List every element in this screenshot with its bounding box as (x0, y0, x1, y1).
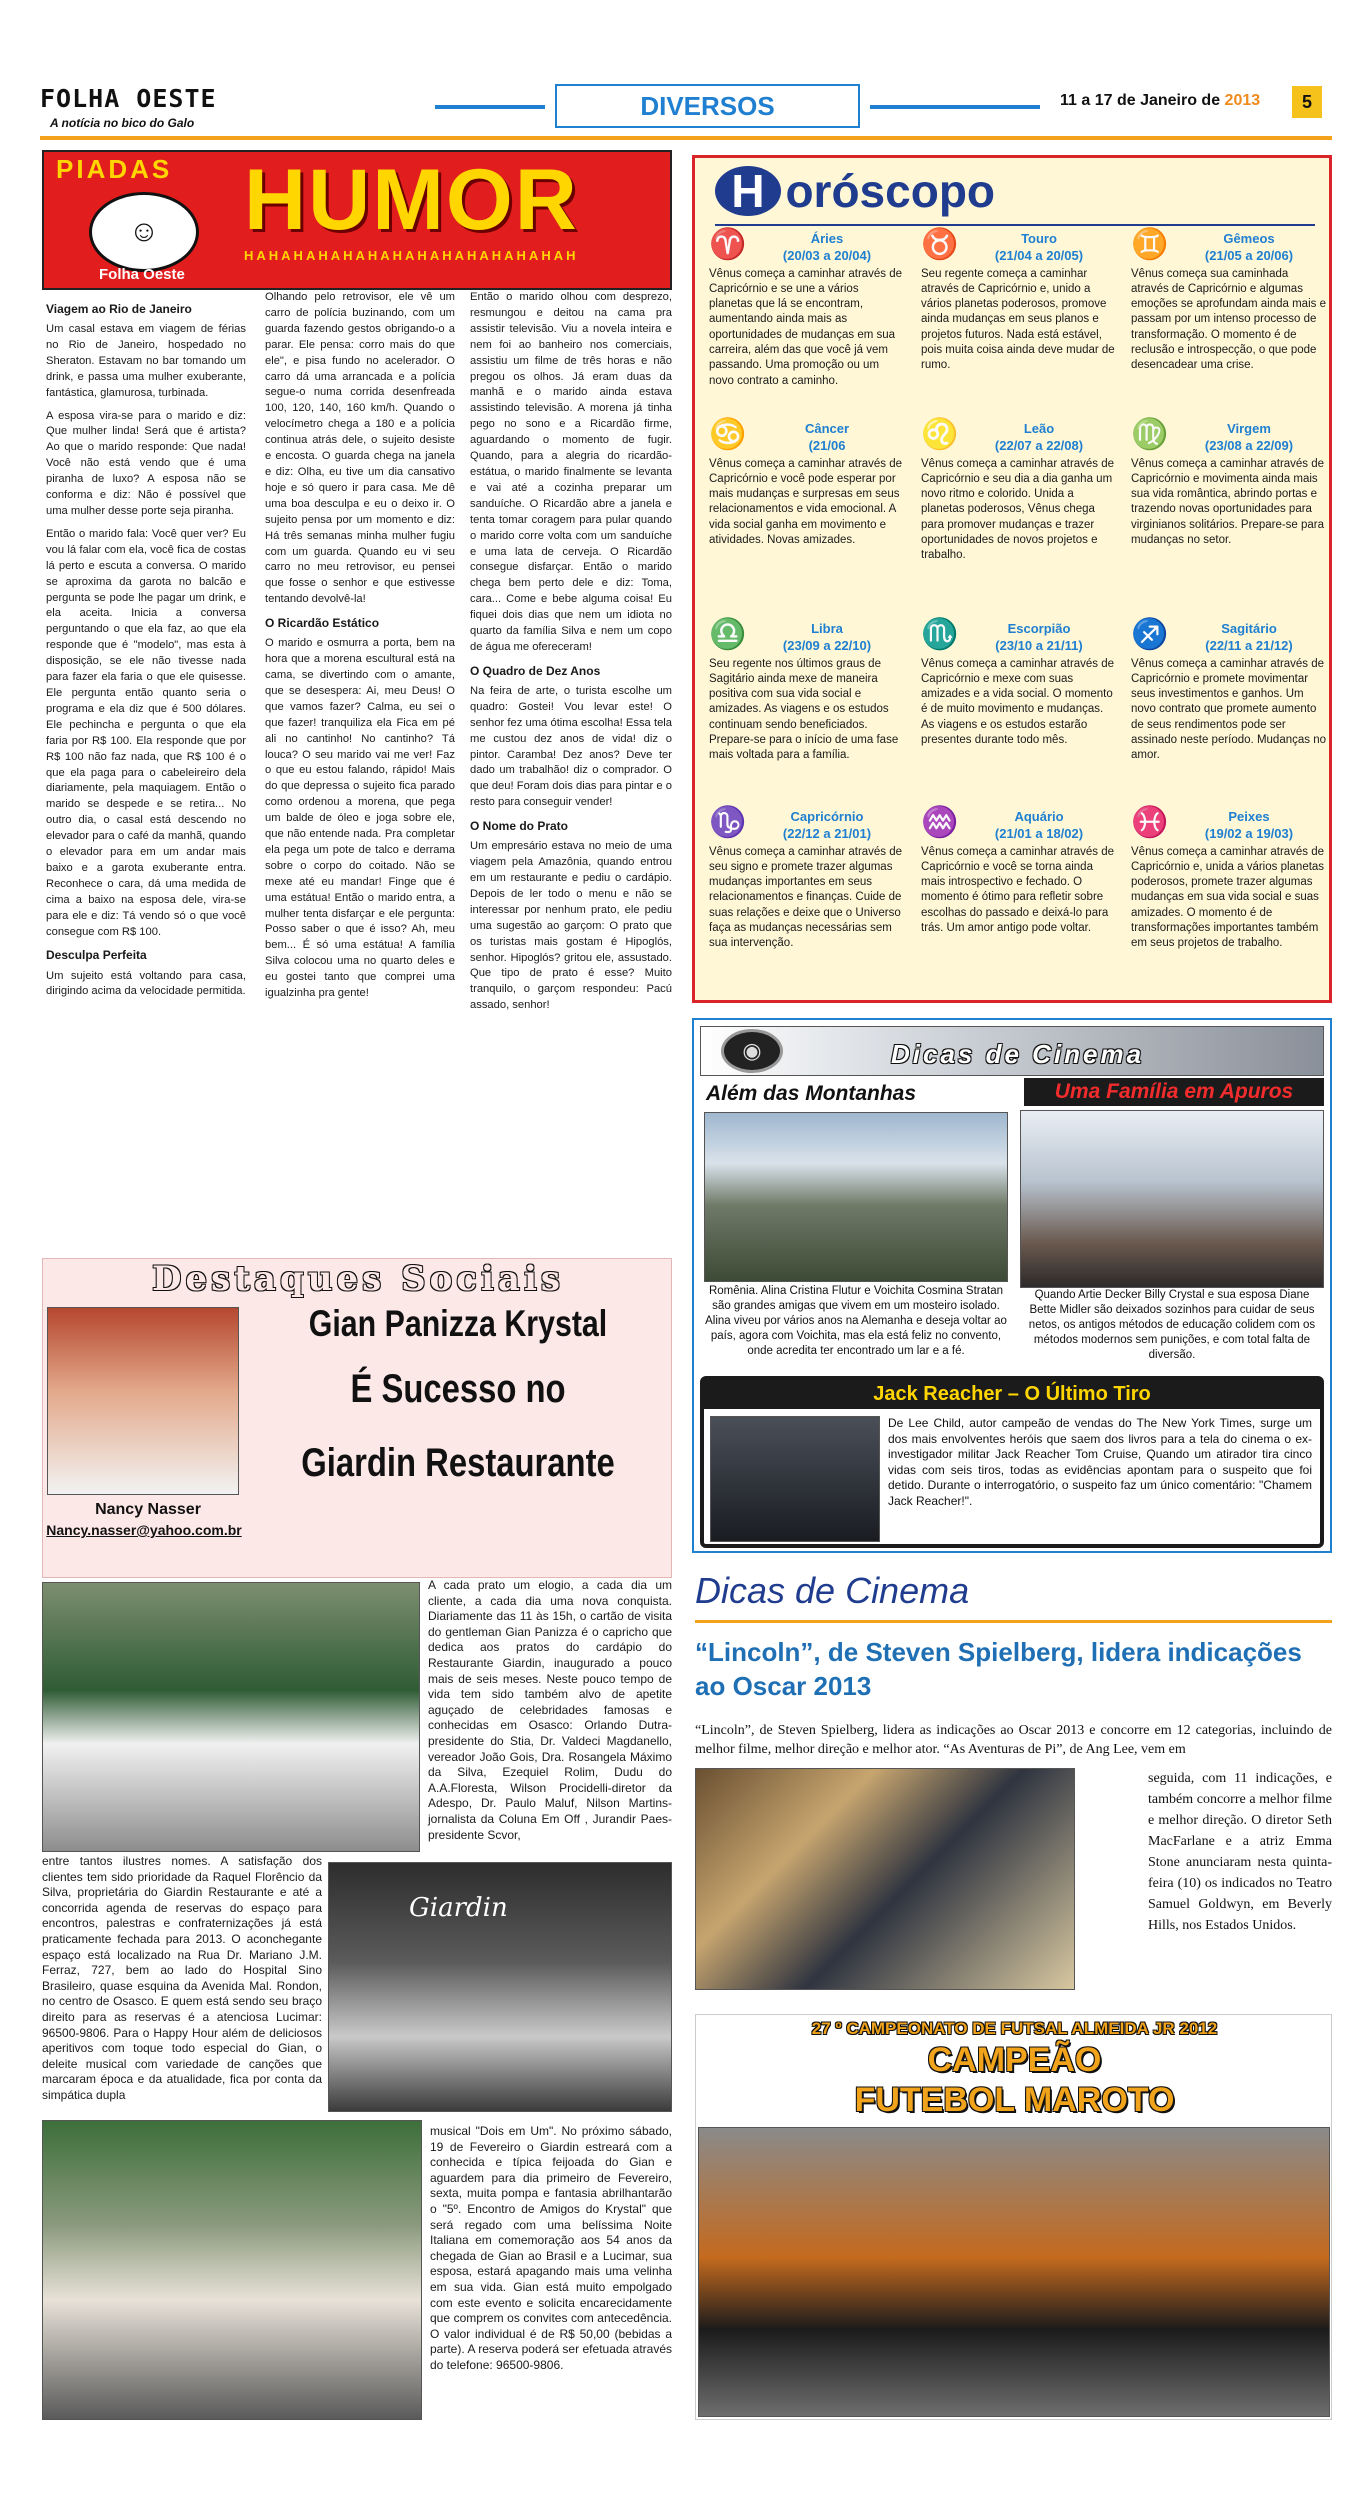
zodiac-sign-icon: ♈ (709, 228, 747, 261)
social-header: Destaques Sociais (151, 1259, 565, 1299)
social-text-3: musical "Dois em Um". No próximo sábado, 19 de Fevereiro o Giardin estreará com a conhecida e típica feijoada do Gian e aguardem para dia primeiro de Fevereiro, sexta, muita pompa e fantasia abrilhantarão o "5º. Encontro de Amigos do Krystal" que será regado com uma belíssima Noite Italiana em comemoração aos 54 anos da chegada de Gian ao Brasil e a Lucimar, sua esposa, estará apagando mais uma velinha em sua vida. Gian está muito empolgado com este evento e solicita encarecidamente que comprem os convites com antecedência. O valor individual é de R$ 50,00 (bebidas a parte). A reserva poderá ser efetuada através do telefone: 96500-9806. (430, 2124, 672, 2372)
horoscope-sign (921, 230, 1117, 374)
section-rule-right (870, 105, 1040, 109)
sign-name: Escorpião (1007, 621, 1071, 636)
horoscope-sign (1131, 420, 1327, 548)
masthead-rule (40, 136, 1332, 140)
section-title: DIVERSOS (555, 84, 860, 128)
joke-paragraph: A esposa vira-se para o marido e diz: Que mulher linda! Será que é artista? Ao que o marido responde: Que nada! Você não está vendo que é uma piranha de luxo? A esposa não se conforma e diz: Não é possível que uma mulher desse porte seja piranha. (46, 409, 246, 517)
sign-name: Libra (811, 621, 843, 636)
humor-column-2 (265, 290, 455, 1009)
horoscope-box (692, 155, 1332, 1003)
social-text-2: entre tantos ilustres nomes. A satisfação dos clientes tem sido prioridade da Raquel Florêncio da Silva, proprietária do Giardin Restaurante e até a concorrida agenda de reservas do espaço para encontros, palestras e confraternizações já está praticamente fechada para 2013. O aconchegante espaço está localizado na Rua Dr. Mariano J.M. Ferraz, 727, bem ao lado do Hospital Sino Brasileiro, quase esquina da Avenida Mal. Rondon, no centro de Osasco. E quem está sendo seu braço direito para as reservas é a atenciosa Lucimar: 96500-9806. Para o Happy Hour além de deliciosos aperitivos com toque todo especial do Gian, o deleite musical com variedade de canções que marcaram época e da atualidade, fica por conta da simpática dupla (42, 1854, 322, 2102)
sign-name: Leão (1023, 421, 1055, 436)
humor-small-title: PIADAS (56, 154, 173, 184)
zodiac-sign-icon: ♏ (921, 618, 959, 651)
horoscope-sign (1131, 808, 1327, 952)
zodiac-sign-icon: ♒ (921, 806, 959, 839)
sign-forecast: Vênus começa a caminhar através de Capricórnio e promete movimentar seus investimentos e ganhos. Um novo contrato que promete aumento de seus rendimentos pode ser assinado neste período. Mudanças no amor. (1131, 657, 1326, 762)
joke-paragraph: Então o marido fala: Você quer ver? Eu vou lá falar com ela, você fica de costas lá perto e escuta a conversa. O marido se aproxima da garota no balcão e pergunta se pode lhe pagar um drink, e ela aceita. Inicia a conversa perguntando o que ela faz, ao que ela responde que é "modelo", mas esta à disposição, se ele não tivesse nada para fazer ela faria o que ele quisesse. Ele pergunta então quanto seria o programa e ela diz que é 500 dólares. Ele pechincha e pergunta o que ela faria por R$ 100. Ela responde que por R$ 100 não faz nada, que R$ 100 é o que ela paga para o cabeleireiro dela diariamente, pela maquiagem. Então o marido se despede e se retira... No outro dia, o casal está descendo no elevador para o café da manhã, quando o elevador para em um andar mais baixo e a garota exuberante entra. Reconhece o cara, dá uma medida de cima a baixo na esposa dele, vira-se para ele e diz: Tá vendo só o que você consegue com R$ 100. (46, 527, 246, 938)
joke-paragraph: Então o marido olhou com desprezo, resmungou e deitou na cama pra assistir televisão. Viu a novela inteira e nem foi ao banheiro nos comerciais, assistiu um filme de três horas e não pregou os olhos. Já eram duas da manhã e o marido ainda estava assistindo televisão. A morena já tinha pego no sono e a Ricardão firme, aguardando o momento de fugir. Quando, para a alegria do ricardão-estátua, o marido finalmente se levanta e vai até a cozinha preparar um sanduíche. O Ricardão abre a janela e tenta tomar coragem para pular quando o marido corre volta com um sanduíche e uma lata de cerveja. O Ricardão consegue disfarçar. Então o marido chega bem perto dele e diz: Toma, cara... Come e bebe alguma coisa! Eu fiquei dois dias que nem um idiota no quarto da família Silva e nem um copo de água me ofereceram! (470, 291, 672, 653)
horoscope-signs (695, 230, 1329, 1000)
sign-forecast: Vênus começa a caminhar através de Capricórnio e se une a vários planetas que lá se encontram, aumentando ainda mais as oportunidades de mudanças em sua carreira, além das que você já vem passando. Uma promoção ou um novo contrato a caminho. (709, 267, 903, 387)
zodiac-sign-icon: ♐ (1131, 618, 1169, 651)
sign-forecast: Vênus começa a caminhar através de seu signo e promete trazer algumas mudanças importantes em seus relacionamentos e finanças. Cuide de suas relações e deixe que o Universo faça as mudanças necessárias sem sua intervenção. (709, 845, 903, 950)
sign-name: Virgem (1227, 421, 1271, 436)
horoscope-sign (921, 420, 1117, 564)
laughing-face-icon: ☺ (89, 192, 199, 272)
sign-name: Áries (810, 231, 844, 246)
zodiac-sign-icon: ♑ (709, 806, 747, 839)
joke-title: O Nome do Prato (470, 819, 569, 834)
humor-brand: Folha Oeste (99, 266, 185, 283)
horoscope-sign (921, 620, 1117, 748)
futsal-line-3: FUTEBOL MAROTO (854, 2081, 1175, 2119)
humor-column-1 (46, 295, 246, 1007)
zodiac-sign-icon: ♎ (709, 618, 747, 651)
horoscope-title-rest: oróscopo (785, 165, 996, 217)
sign-name: Sagitário (1221, 621, 1277, 636)
social-headline-3: Giardin Restaurante (301, 1441, 615, 1485)
social-headline-1: Gian Panizza Krystal (308, 1303, 608, 1344)
zodiac-sign-icon: ♌ (921, 418, 959, 451)
cinema-kicker-rule (695, 1620, 1332, 1623)
restaurant-sign: Giardin (409, 1893, 508, 1923)
horoscope-sign (709, 420, 905, 548)
movie3-text: De Lee Child, autor campeão de vendas do The New York Times, surge um dos mais envolventes heróis que saem dos livros para a tela do cinema o ex-investigador militar Jack Reacher Tom Cruise, Quando um atirador tira cinco vidas com seis tiros, todas as evidências apontam para o suspeito que foi detido. Durante o interrogatório, o suspeito faz um único comentário: "Chamem Jack Reacher!". (888, 1416, 1312, 1508)
zodiac-sign-icon: ♋ (709, 418, 747, 451)
columnist-photo (47, 1307, 239, 1495)
sign-dates: (22/11 a 21/12) (1205, 638, 1293, 654)
joke-paragraph: Um casal estava em viagem de férias no Rio de Janeiro, hospedado no Sheraton. Estavam no bar tomando um drink, e passa uma mulher exuberante, fantástica, glamurosa, turbinada. (46, 323, 246, 399)
movie3-title: Jack Reacher – O Último Tiro (704, 1380, 1320, 1409)
sign-name: Câncer (804, 421, 850, 436)
horoscope-title-letter: H (715, 166, 781, 216)
zodiac-sign-icon: ♊ (1131, 228, 1169, 261)
horoscope-sign (709, 230, 905, 389)
joke-paragraph: Um empresário estava no meio de uma viagem pela Amazônia, quando entrou em um restaurante e pediu o cardápio. Depois de ler todo o menu e não se interessar por nenhum prato, ele pediu uma sugestão ao garçom: O prato que os turistas mais gostam é Hipoglós, senhor. Hipoglós? gritou ele, assustado. Que tipo de prato é esse? Muito tranquilo, o garçom respondeu: Pacú assado, senhor! (470, 840, 672, 1012)
social-headline-2: É Sucesso no (350, 1367, 566, 1411)
movie3-box (700, 1376, 1324, 1548)
cinema-banner-title: Dicas de Cinema (891, 1039, 1145, 1069)
horoscope-title-underline (715, 224, 1315, 226)
horoscope-sign (1131, 230, 1327, 374)
horoscope-title (715, 164, 995, 224)
horoscope-sign (921, 808, 1117, 936)
sign-forecast: Vênus começa a caminhar através de Capricórnio e você pode esperar por mais mudanças e surpresas em seus relacionamentos e vida emocional. A vida social ganha em movimento e atividades. Novas amizades. (709, 457, 903, 546)
sign-name: Touro (1021, 231, 1057, 246)
columnist-name: Nancy Nasser (95, 1501, 201, 1518)
newspaper-tagline: A notícia no bico do Galo (50, 116, 195, 130)
sign-forecast: Seu regente nos últimos graus de Sagitário ainda mexe de maneira positiva com sua vida social e amizades. As viagens e os estudos continuam sendo beneficiados. Prepare-se para o início de uma fase mais voltada para a família. (709, 657, 899, 762)
sign-forecast: Vênus começa a caminhar através de Capricórnio e movimenta ainda mais sua vida romântica, abrindo portas e trazendo novas oportunidades para virginianos solitários. Prepare-se para mudanças no setor. (1131, 457, 1325, 546)
sign-dates: (22/12 a 21/01) (782, 826, 872, 842)
sign-dates: (19/02 a 19/03) (1204, 826, 1294, 842)
sign-dates: (23/10 a 21/11) (995, 638, 1083, 654)
social-photo-1 (42, 1582, 420, 1852)
cinema-lead: “Lincoln”, de Steven Spielberg, lidera as indicações ao Oscar 2013 e concorre em 12 categorias, incluindo de melhor filme, melhor direção e melhor ator. “As Aventuras de Pi”, de Ang Lee, vem em (695, 1723, 1332, 1757)
joke-paragraph: Olhando pelo retrovisor, ele vê um carro de polícia buzinando, com um guarda fazendo gestos obrigando-o a parar. Ele pensa: corro mais do que ele", e pisa fundo no acelerador. O carro dá uma arrancada e a polícia segue-o numa corrida desenfreada 100, 120, 140, 160 km/h. Quando o velocímetro chega a 180 e a polícia continua atrás dele, o sujeito desiste e encosta. O guarda chega na janela e diz: Olha, eu tive um dia cansativo hoje e só quero ir para casa. Me dê uma boa desculpa e eu o deixo ir. O sujeito pensa por um momento e diz: Há três semanas minha mulher fugiu com um guarda. Quando eu vi seu carro no meu retrovisor, eu pensei que fosse o senhor e que estivesse tentando devolvê-la! (265, 291, 455, 606)
social-photo-3 (42, 2120, 422, 2420)
sign-dates: (21/06 (808, 438, 846, 454)
movie2-poster (1020, 1110, 1324, 1288)
futsal-line-1: 27 º CAMPEONATO DE FUTSAL ALMEIDA JR 2012 (811, 2019, 1218, 2038)
movie3-poster (710, 1416, 880, 1542)
zodiac-sign-icon: ♉ (921, 228, 959, 261)
sign-dates: (20/03 a 20/04) (782, 248, 872, 264)
cinema-box (692, 1018, 1332, 1553)
sign-forecast: Vênus começa a caminhar através de Capricórnio e você se torna ainda mais introspectivo e fechado. O momento é ótimo para refletir sobre escolhas do passado e deixá-lo para trás. Um amor antigo pode voltar. (921, 845, 1115, 934)
sign-dates: (22/07 a 22/08) (994, 438, 1084, 454)
sign-forecast: Seu regente começa a caminhar através de Capricórnio e, unido a vários planetas poderosos, promove ainda mudanças em seus planos e projetos futuros. Nada está estável, pois muita coisa ainda deve mudar de rumo. (921, 267, 1115, 372)
issue-date-range: 11 a 17 de Janeiro de (1060, 92, 1221, 109)
futsal-line-2: CAMPEÃO (927, 2041, 1102, 2079)
horoscope-sign (1131, 620, 1327, 764)
social-box (42, 1258, 672, 1578)
horoscope-sign (709, 620, 905, 764)
joke-paragraph: O marido e osmurra a porta, bem na hora que a morena escultural está na cama, se divertindo com o amante, que se desespera: Ai, meu Deus! O que vamos fazer? Calma, eu sei o que fazer! tranquiliza ela Fica em pé ali no cantinho! No cantinho? Tá louca? O seu marido vai me ver! Faz o que eu estou falando, rápido! Mais do que depressa o sujeito fica parado como ordenou a morena, que pega um balde de óleo e joga sobre ele, que não entende nada. Pra completar ela pega um pote de talco e derrama sobre o corpo do coitado. Não se mexe até eu mandar! Finge que é uma estátua! Então o marido entra, a mulher tenta disfarçar e ele pergunta: Posso saber o que é isso? Ah, meu bem... É só uma estátua! A família Silva colocou uma no quarto deles e eu gostei tanto que comprei uma igualzinha pra gente! (265, 637, 455, 1000)
cinema-banner (700, 1026, 1324, 1076)
joke-title: Viagem ao Rio de Janeiro (46, 302, 192, 316)
movie1-title: Além das Montanhas (706, 1082, 917, 1105)
zodiac-sign-icon: ♓ (1131, 806, 1169, 839)
sign-dates: (21/05 a 20/06) (1204, 248, 1294, 264)
page-number: 5 (1292, 86, 1322, 118)
joke-title: O Quadro de Dez Anos (470, 663, 601, 678)
sign-forecast: Vênus começa sua caminhada através de Capricórnio e algumas emoções se aprofundam ainda mais e passam por um intenso processo de transformação. O momento é de reclusão e introspecção, o que pode desencadear uma crise. (1131, 267, 1326, 372)
film-reel-icon: ◉ (721, 1029, 783, 1073)
futsal-box (695, 2014, 1332, 2420)
cinema-headline: “Lincoln”, de Steven Spielberg, lidera indicações ao Oscar 2013 (695, 1637, 1302, 1701)
social-photo-2 (328, 1862, 672, 2112)
humor-laugh-strip: HAHAHAHAHAHAHAHAHAHAHAHAHAH (244, 248, 579, 263)
sign-name: Peixes (1228, 809, 1270, 824)
movie1-poster (704, 1112, 1008, 1282)
issue-date (1060, 92, 1260, 110)
sign-name: Capricórnio (790, 809, 864, 824)
columnist-email: Nancy.nasser@yahoo.com.br (46, 1522, 242, 1538)
humor-big-title: HUMOR (244, 152, 579, 248)
issue-year: 2013 (1224, 92, 1261, 109)
cinema-photo-collage (695, 1768, 1075, 1990)
sign-dates: (21/04 a 20/05) (994, 248, 1084, 264)
joke-paragraph: Na feira de arte, o turista escolhe um quadro: Gostei! Vou levar este! O senhor fez uma ótima escolha! Essa tela me custou dez anos de vida! diz o pintor. Caramba! Dez anos? Deve ter dado um trabalhão! diz o comprador. O que deu! Foram dois dias para pintar e o resto para conseguir vender! (470, 684, 672, 809)
futsal-team-photo (698, 2127, 1330, 2417)
humor-banner (42, 150, 672, 290)
horoscope-sign (709, 808, 905, 952)
newspaper-name: FOLHA OESTE (40, 84, 217, 113)
sign-forecast: Vênus começa a caminhar através de Capricórnio e seu dia a dia ganha um novo ritmo e colorido. Unida a planetas poderosos, Vênus chega para promover mudanças e trazer oportunidades de novos projetos e trabalho. (921, 457, 1115, 562)
sign-dates: (23/08 a 22/09) (1204, 438, 1294, 454)
joke-paragraph: Um sujeito está voltando para casa, dirigindo acima da velocidade permitida. (46, 969, 246, 998)
humor-column-3 (470, 290, 672, 1021)
section-rule-left (435, 105, 545, 109)
sign-forecast: Vênus começa a caminhar através de Capricórnio e, unida a vários planetas poderosos, promete trazer algumas mudanças em sua vida social e suas amizades. O momento é de transformações importantes também em seus projetos de trabalho. (1131, 845, 1325, 950)
movie2-title: Uma Família em Apuros (1024, 1078, 1324, 1106)
zodiac-sign-icon: ♍ (1131, 418, 1169, 451)
cinema-side-text: seguida, com 11 indicações, e também concorre a melhor filme e melhor direção. O diretor Seth MacFarlane e a atriz Emma Stone anunciaram nesta quinta-feira (10) os indicados no Teatro Samuel Goldwyn, em Beverly Hills, nos Estados Unidos. (1148, 1771, 1332, 1933)
sign-name: Gêmeos (1223, 231, 1275, 246)
movie1-caption: Romênia. Alina Cristina Flutur e Voichita Cosmina Stratan são grandes amigas que vivem em um mosteiro isolado. Alina viveu por vários anos na Alemanha e deseja voltar ao país, agora com Voichita, mas ela está feliz no convento, onde acredita ter encontrado um lar e a fé. (705, 1285, 1007, 1357)
sign-dates: (21/01 a 18/02) (994, 826, 1084, 842)
movie2-caption: Quando Artie Decker Billy Crystal e sua esposa Diane Bette Midler são deixados sozinhos para cuidar de seus netos, os antigos métodos de educação colidem com os métodos modernos sem punições, e com total falta de diversão. (1028, 1289, 1316, 1361)
joke-title: Desculpa Perfeita (46, 948, 147, 963)
joke-title: O Ricardão Estático (265, 616, 380, 631)
social-text-1: A cada prato um elogio, a cada dia um cliente, a cada dia uma nova conquista. Diariamente das 11 às 15h, o cartão de visita do gentleman Gian Panizza é o capricho que dedica aos pratos do cardápio do Restaurante Giardin, inaugurado a pouco mais de seis meses. Neste pouco tempo de vida tem sido também alvo de apetite aguçado de celebridades famosas e conhecidas em Osasco: Orlando Dutra- presidente do Stia, Dr. Valdeci Magdanello, vereador João Gois, Dra. Rosangela Máximo da Silva, Ezequiel Rolim, Dudu do A.A.Floresta, Wilson Procidelli-diretor da Adespo, Dr. Paulo Maluf, Nilson Martins-jornalista da Coluna Em Off , Jurandir Paes-presidente Scvor, (428, 1578, 672, 1842)
sign-name: Aquário (1014, 809, 1064, 824)
sign-forecast: Vênus começa a caminhar através de Capricórnio e mexe com suas amizades e a vida social. O momento é de muito movimento e mudanças. As viagens e os estudos estarão presentes durante todo mês. (921, 657, 1115, 746)
cinema-kicker: Dicas de Cinema (695, 1570, 970, 1611)
sign-dates: (23/09 a 22/10) (782, 638, 872, 654)
